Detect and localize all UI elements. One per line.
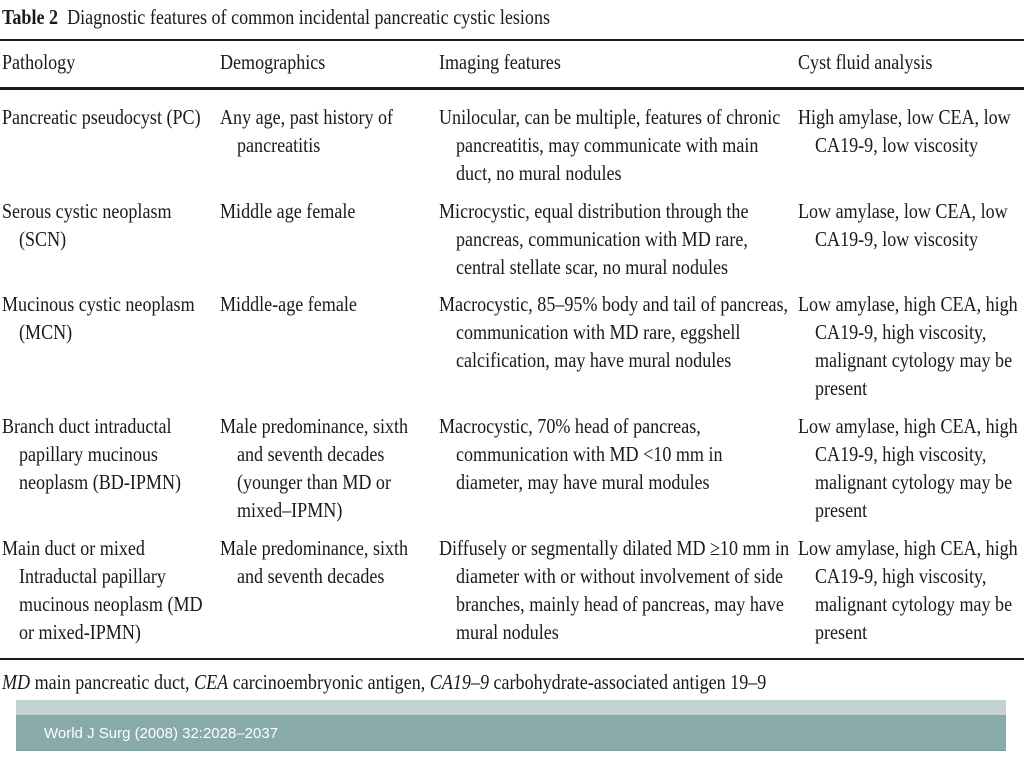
- cell-imaging: Microcystic, equal distribution through the pancreas, communication with MD rare, central stellate scar, no mural nodules: [439, 199, 749, 279]
- cell-pathology: Pancreatic pseudocyst (PC): [2, 105, 201, 129]
- cell-fluid: Low amylase, low CEA, low CA19-9, low viscosity: [798, 199, 1008, 251]
- column-header-demographics: Demographics: [220, 50, 326, 74]
- reference-bar: [16, 700, 1006, 750]
- cell-demographics: Middle age female: [220, 199, 356, 223]
- header-rule: [0, 87, 1024, 90]
- cell-pathology: Main duct or mixed Intraductal papillary mucinous neoplasm (MD or mixed-IPMN): [2, 536, 203, 644]
- table-label: Table 2: [2, 5, 59, 29]
- column-header-fluid: Cyst fluid analysis: [798, 50, 933, 74]
- cell-demographics: Male predominance, sixth and seventh decades: [220, 536, 409, 588]
- table-caption: [2, 4, 639, 30]
- citation-text: World J Surg (2008) 32:2028–2037: [44, 725, 279, 742]
- cell-imaging: Diffusely or segmentally dilated MD ≥10 mm in diameter with or without involvement of side branches, mainly head of pancreas, may have mural nodules: [439, 536, 790, 644]
- abbr-md: MD: [2, 670, 31, 694]
- cell-imaging: Unilocular, can be multiple, features of chronic pancreatitis, may communicate with main duct, no mural nodules: [439, 105, 781, 185]
- cell-demographics: Middle-age female: [220, 292, 357, 316]
- cell-imaging: Macrocystic, 85–95% body and tail of pancreas, communication with MD rare, eggshell calcification, may have mural nodules: [439, 292, 789, 372]
- cell-demographics: Male predominance, sixth and seventh decades (younger than MD or mixed–IPMN): [220, 414, 409, 522]
- top-rule: [0, 39, 1024, 41]
- cell-pathology: Mucinous cystic neoplasm (MCN): [2, 292, 195, 344]
- reference-bar-strip: [16, 700, 1006, 715]
- abbr-cea: CEA: [194, 670, 229, 694]
- cell-fluid: High amylase, low CEA, low CA19-9, low viscosity: [798, 105, 1011, 157]
- table-footnote: MD main pancreatic duct, CEA carcinoembryonic antigen, CA19–9 carbohydrate-associated antigen 19–9: [2, 670, 767, 694]
- table-title: Diagnostic features of common incidental pancreatic cystic lesions: [67, 5, 551, 29]
- cell-fluid: Low amylase, high CEA, high CA19-9, high viscosity, malignant cytology may be present: [798, 292, 1018, 400]
- cell-fluid: Low amylase, high CEA, high CA19-9, high viscosity, malignant cytology may be present: [798, 536, 1018, 644]
- cell-pathology: Serous cystic neoplasm (SCN): [2, 199, 172, 251]
- cell-imaging: Macrocystic, 70% head of pancreas, communication with MD <10 mm in diameter, may have mural modules: [439, 414, 723, 494]
- cell-demographics: Any age, past history of pancreatitis: [220, 105, 394, 157]
- bottom-rule: [0, 658, 1024, 660]
- cell-fluid: Low amylase, high CEA, high CA19-9, high viscosity, malignant cytology may be present: [798, 414, 1018, 522]
- abbr-ca19-9: CA19–9: [429, 670, 489, 694]
- column-header-imaging: Imaging features: [439, 50, 561, 74]
- column-header-pathology: Pathology: [2, 50, 76, 74]
- cell-pathology: Branch duct intraductal papillary mucinous neoplasm (BD-IPMN): [2, 414, 182, 494]
